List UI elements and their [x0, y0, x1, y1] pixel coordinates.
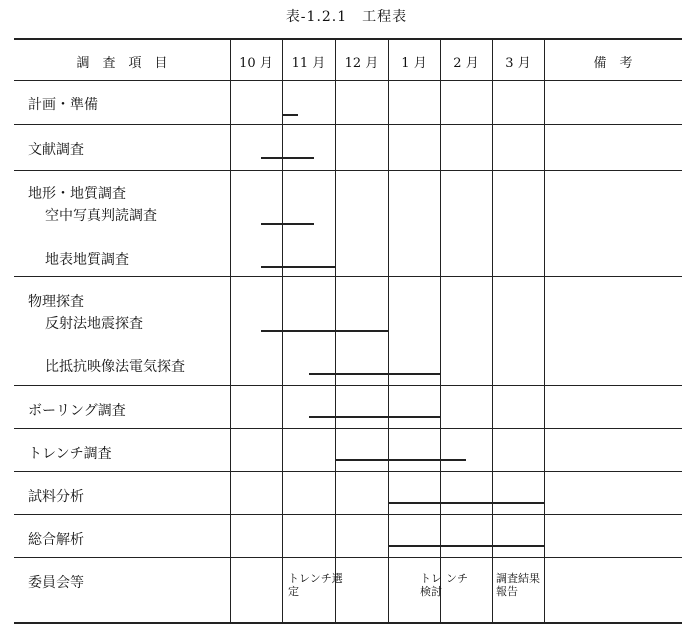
column-divider [388, 38, 389, 622]
row-divider [14, 385, 682, 386]
column-divider [230, 38, 231, 622]
row-divider [14, 80, 682, 81]
schedule-bar [261, 330, 388, 332]
header-item: 調 査 項 目 [76, 56, 168, 71]
row-label-geophysics: 物理探査 [28, 294, 84, 310]
row-label-geology: 地形・地質調査 [28, 186, 126, 202]
schedule-bar [388, 502, 544, 504]
row-divider [14, 622, 682, 624]
header-month-11: 11 月 [291, 56, 326, 71]
row-divider [14, 514, 682, 515]
schedule-bar [309, 416, 441, 418]
row-divider [14, 276, 682, 277]
header-remarks: 備 考 [593, 56, 633, 71]
row-label-sample-analysis: 試料分析 [28, 489, 84, 505]
row-divider [14, 428, 682, 429]
schedule-bar [261, 266, 335, 268]
column-divider [492, 38, 493, 622]
row-sublabel-surface-geology: 地表地質調査 [45, 252, 129, 268]
committee-note-jan-b: ンチ [446, 572, 468, 585]
row-divider [14, 124, 682, 125]
row-label-boring: ボーリング調査 [28, 403, 126, 419]
header-month-10: 10 月 [239, 56, 273, 71]
committee-note-nov: トレンチ選 定 [288, 572, 343, 598]
row-sublabel-resistivity: 比抵抗映像法電気探査 [45, 359, 185, 375]
row-divider [14, 471, 682, 472]
table-title: 表-1.2.1 工程表 [285, 9, 408, 25]
row-label-planning: 計画・準備 [28, 97, 98, 113]
schedule-bar [335, 459, 466, 461]
row-label-trench: トレンチ調査 [28, 446, 112, 462]
header-month-1: 1 月 [401, 56, 427, 71]
column-divider [440, 38, 441, 622]
header-month-12: 12 月 [344, 56, 379, 71]
schedule-bar [261, 157, 314, 159]
header-month-2: 2 月 [453, 56, 479, 71]
row-label-committee: 委員会等 [28, 575, 84, 591]
committee-note-jan-a: トレ 検討 [420, 572, 442, 598]
schedule-bar [309, 373, 441, 375]
row-sublabel-seismic: 反射法地震探査 [45, 316, 143, 332]
schedule-bar [261, 223, 314, 225]
column-divider [544, 38, 545, 622]
row-sublabel-aerial-photo: 空中写真判読調査 [45, 208, 157, 224]
schedule-bar [388, 545, 544, 547]
committee-note-mar: 調査結果 報告 [496, 572, 540, 598]
row-label-literature: 文献調査 [28, 142, 84, 158]
header-month-3: 3 月 [505, 56, 531, 71]
row-divider [14, 38, 682, 40]
row-divider [14, 557, 682, 558]
schedule-bar [282, 114, 298, 116]
row-label-synthesis: 総合解析 [28, 532, 84, 548]
row-divider [14, 170, 682, 171]
